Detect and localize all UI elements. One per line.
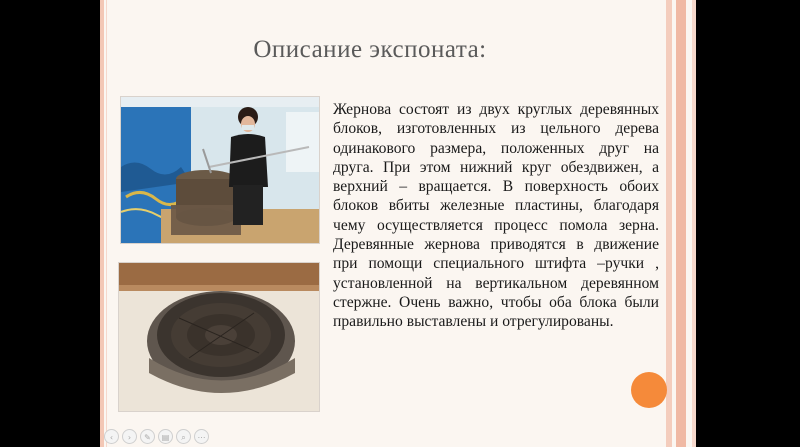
slide-border-stripe — [100, 0, 104, 447]
photo-woman-with-millstones — [120, 96, 320, 244]
photo-millstone-top-image — [119, 263, 319, 411]
slideshow-toolbar — [104, 427, 209, 445]
magnifier-icon: ⌕ — [181, 432, 186, 442]
slides-icon: ▤ — [161, 432, 170, 442]
photo-woman-millstone-image — [121, 97, 319, 243]
next-slide-button[interactable] — [122, 429, 137, 444]
more-icon: ⋯ — [197, 432, 206, 442]
presentation-slide — [100, 0, 696, 447]
prev-slide-button[interactable] — [104, 429, 119, 444]
photo-millstone-closeup — [118, 262, 320, 412]
arrow-right-icon: › — [127, 432, 132, 442]
slide-body-text: Жернова состоят из двух круглых деревянных блоков, изготовленных из цельного дерева одинакового размера, положенных друг на друга. При этом нижний круг обездвижен, а верхний – вращается. В поверхность обоих блоков вбиты железные пластины, благодаря чему осуществляется процесс помола зерна. Деревянные жернова приводятся в движение при помощи специального штифта –ручки , установленной на вертикальном деревянном стержне. Очень важно, чтобы оба блока были правильно выставлены и отрегулированы. — [333, 101, 659, 331]
slide-border-stripe — [106, 0, 107, 447]
pen-icon: ✎ — [144, 432, 151, 442]
zoom-button[interactable] — [176, 429, 191, 444]
pen-button[interactable] — [140, 429, 155, 444]
slide-border-stripe — [692, 0, 696, 447]
arrow-left-icon: ‹ — [109, 432, 114, 442]
slide-border-stripe — [666, 0, 672, 447]
slides-button[interactable] — [158, 429, 173, 444]
slide-border-stripe — [676, 0, 686, 447]
slide-title: Описание экспоната: — [253, 36, 487, 63]
more-options-button[interactable] — [194, 429, 209, 444]
decorative-orange-circle — [631, 372, 667, 408]
